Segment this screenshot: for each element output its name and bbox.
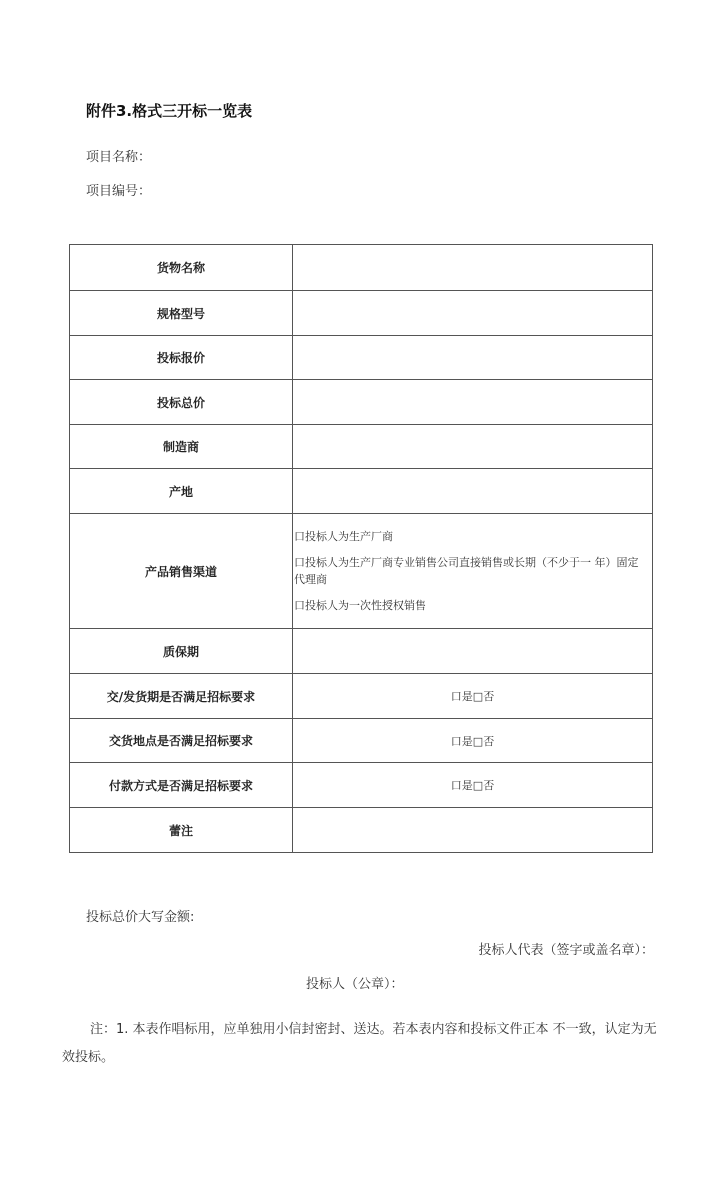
project-number-label: 项目编号： bbox=[86, 184, 152, 199]
table-row bbox=[70, 291, 653, 336]
table-row bbox=[70, 808, 653, 853]
row-label: 蕾注 bbox=[70, 808, 293, 853]
row-label: 投标总价 bbox=[70, 380, 293, 425]
table-row bbox=[70, 425, 653, 469]
row-label: 交货地点是否满足招标要求 bbox=[70, 719, 293, 763]
table-row bbox=[70, 336, 653, 380]
row-label: 投标报价 bbox=[70, 336, 293, 380]
row-label: 货物名称 bbox=[70, 245, 293, 291]
row-value bbox=[293, 629, 653, 674]
yes-no-checkboxes: 口是□否 bbox=[293, 763, 653, 808]
row-label: 产品销售渠道 bbox=[70, 514, 293, 629]
row-label: 交/发货期是否满足招标要求 bbox=[70, 674, 293, 719]
row-value bbox=[293, 291, 653, 336]
table-row bbox=[70, 380, 653, 425]
row-label: 制造商 bbox=[70, 425, 293, 469]
sales-channel-options bbox=[293, 514, 653, 629]
table-row bbox=[70, 469, 653, 514]
yes-no-checkboxes: 口是□否 bbox=[293, 674, 653, 719]
row-value bbox=[293, 380, 653, 425]
row-label: 规格型号 bbox=[70, 291, 293, 336]
project-name-label: 项目名称： bbox=[86, 150, 152, 165]
table-row bbox=[70, 763, 653, 808]
page-title: 附件3.格式三开标一览表 bbox=[86, 102, 253, 120]
table-row bbox=[70, 514, 653, 629]
table-row bbox=[70, 719, 653, 763]
table-row bbox=[70, 245, 653, 291]
sales-channel-option: 口投标人为生产厂商专业销售公司直接销售或长期（不少于一 年）固定代理商 bbox=[294, 556, 639, 586]
footnote: 注：1. 本表作唱标用，应单独用小信封密封、送达。若本表内容和投标文件正本 不一致，认定为无效投标。 bbox=[62, 1022, 657, 1065]
row-label: 付款方式是否满足招标要求 bbox=[70, 763, 293, 808]
row-value bbox=[293, 808, 653, 853]
representative-label: 投标人代表（签字或盖名章）： bbox=[478, 943, 654, 958]
row-value bbox=[293, 425, 653, 469]
row-value bbox=[293, 469, 653, 514]
yes-no-checkboxes: 口是□否 bbox=[293, 719, 653, 763]
sales-channel-option: 口投标人为生产厂商 bbox=[294, 530, 393, 543]
row-value bbox=[293, 336, 653, 380]
sales-channel-option: 口投标人为一次性授权销售 bbox=[294, 599, 426, 612]
bid-summary-table bbox=[69, 244, 653, 853]
row-label: 质保期 bbox=[70, 629, 293, 674]
row-label: 产地 bbox=[70, 469, 293, 514]
row-value bbox=[293, 245, 653, 291]
table-row bbox=[70, 674, 653, 719]
table-row bbox=[70, 629, 653, 674]
bidder-seal-label: 投标人（公章）： bbox=[306, 977, 404, 992]
total-in-words-label: 投标总价大写金额: bbox=[86, 910, 195, 925]
